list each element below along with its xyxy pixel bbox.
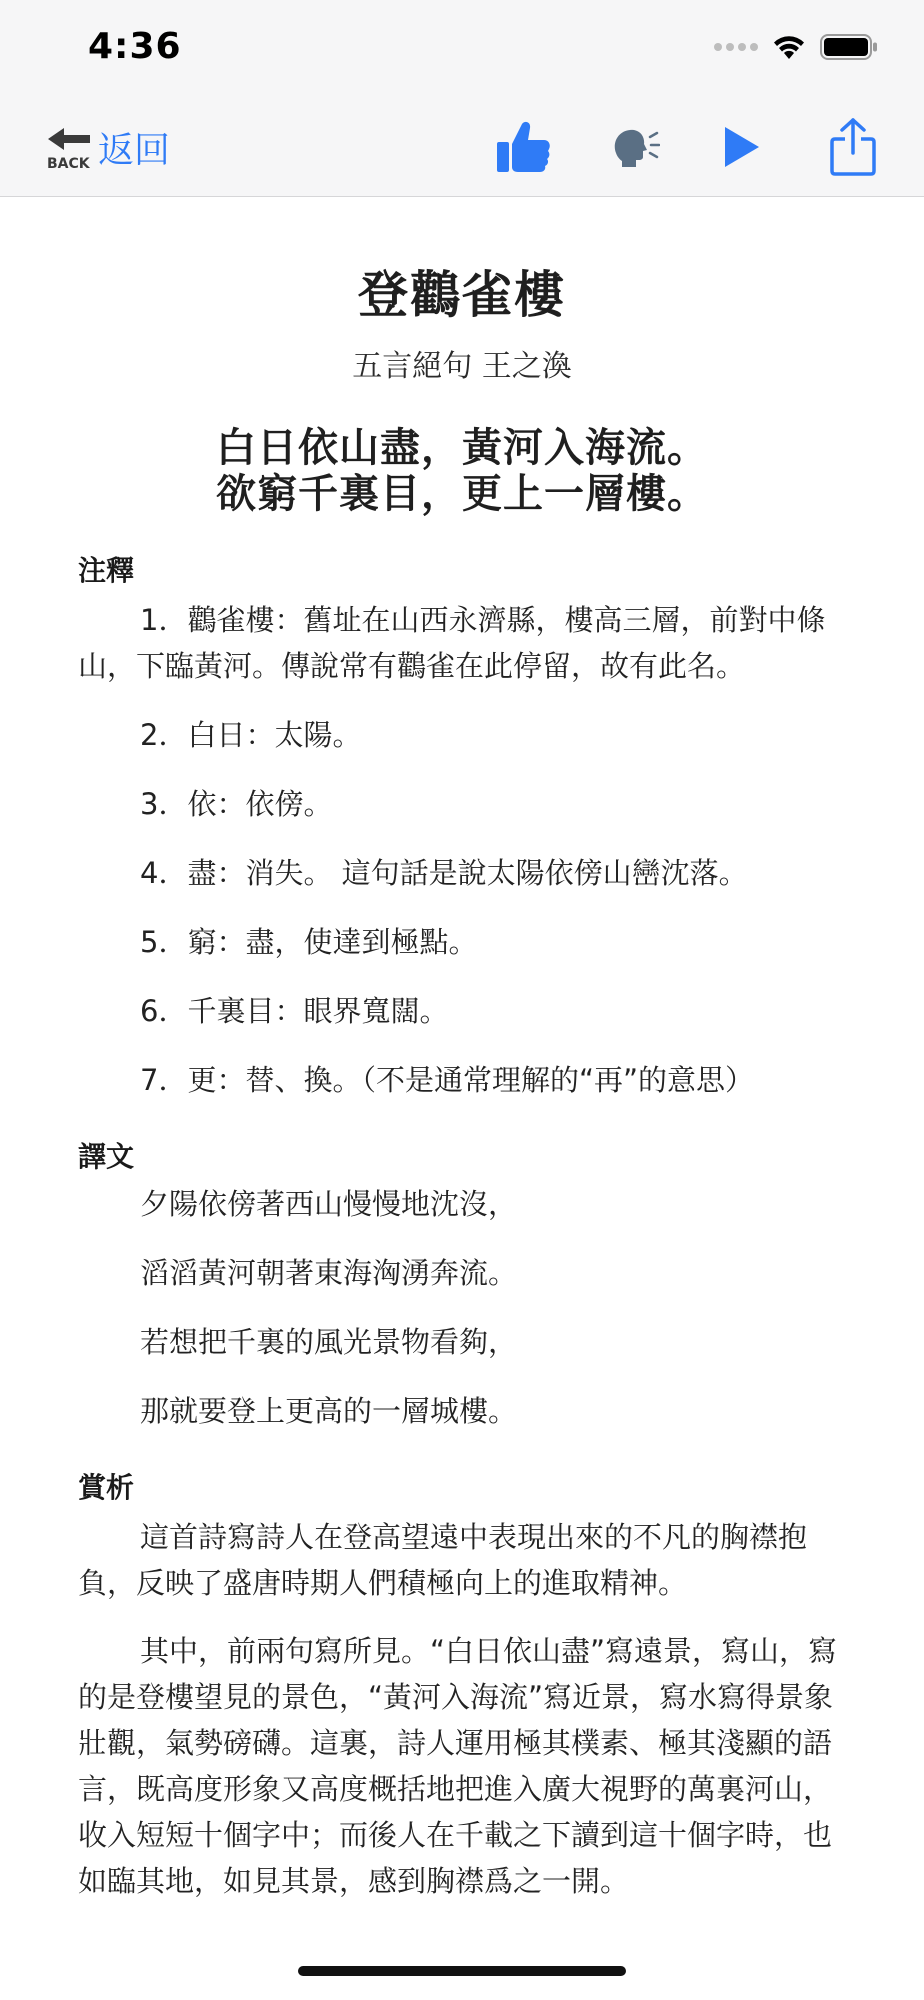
note-item: 6．千裏目：眼界寬闊。 (140, 994, 449, 1028)
note-item: 3．依：依傍。 (140, 787, 333, 821)
speak-button[interactable] (600, 112, 670, 182)
translation-section (0, 1135, 924, 1434)
note-item: 5．窮：盡，使達到極點。 (140, 925, 478, 959)
translation-line: 那就要登上更高的一層城樓。 (140, 1394, 518, 1428)
poem-title: 登鸛雀樓 (358, 266, 566, 324)
note-item: 2．白日：太陽。 (140, 718, 362, 752)
notes-heading: 注釋 (78, 554, 135, 587)
toolbar-actions (0, 112, 924, 182)
home-indicator[interactable] (298, 1966, 626, 1976)
notes-section (0, 549, 924, 1103)
note-item: 1．鸛雀樓：舊址在山西永濟縣，樓高三層，前對中條山，下臨黃河。傳說常有鸛雀在此停留，故有此名。 (78, 603, 826, 683)
play-icon (719, 125, 763, 169)
wifi-icon (772, 34, 806, 60)
note-item: 7．更：替、換。（不是通常理解的“再”的意思） (140, 1063, 754, 1097)
note-item: 4．盡：消失。 這句話是說太陽依傍山巒沈落。 (140, 856, 748, 890)
appreciation-heading: 賞析 (78, 1471, 135, 1504)
poem-line: 欲窮千裏目，更上一層樓。 (216, 471, 708, 517)
poem-subtitle: 五言絕句 王之渙 (352, 349, 572, 384)
play-button[interactable] (706, 112, 776, 182)
top-chrome (0, 0, 924, 197)
translation-line: 若想把千裏的風光景物看夠， (140, 1325, 518, 1359)
poem-line: 白日依山盡，黃河入海流。 (216, 425, 708, 471)
cellular-signal-icon (714, 43, 758, 51)
translation-line: 滔滔黃河朝著東海洶湧奔流。 (140, 1256, 518, 1290)
back-label: 返回 (98, 130, 171, 171)
status-icons (714, 34, 878, 60)
share-icon (829, 117, 877, 177)
translation-heading: 譯文 (78, 1140, 135, 1173)
svg-text:BACK: BACK (47, 155, 90, 171)
like-button[interactable] (488, 112, 558, 182)
appreciation-paragraph: 這首詩寫詩人在登高望遠中表現出來的不凡的胸襟抱負，反映了盛唐時期人們積極向上的進取精神。 (78, 1520, 808, 1600)
appreciation-section (0, 1466, 924, 1904)
battery-icon (820, 34, 878, 60)
translation-line: 夕陽依傍著西山慢慢地沈沒， (140, 1187, 518, 1221)
poem-content[interactable] (0, 197, 924, 1957)
share-button[interactable] (818, 112, 888, 182)
speaking-head-icon (610, 123, 660, 171)
thumbs-up-icon (494, 118, 552, 176)
status-time: 4:36 (88, 26, 182, 67)
appreciation-paragraph: 其中，前兩句寫所見。“白日依山盡”寫遠景，寫山，寫的是登樓望見的景色，“黃河入海流”寫近景，寫水寫得景象壯觀，氣勢磅礴。這裏，詩人運用極其樸素、極其淺顯的語言，既高度形象又高度概括地把進入廣大視野的萬裏河山，收入短短十個字中；而後人在千載之下讀到這十個字時，也如臨其地，如見其景，感到胸襟爲之一開。 (78, 1634, 838, 1898)
poem-body (0, 425, 924, 517)
